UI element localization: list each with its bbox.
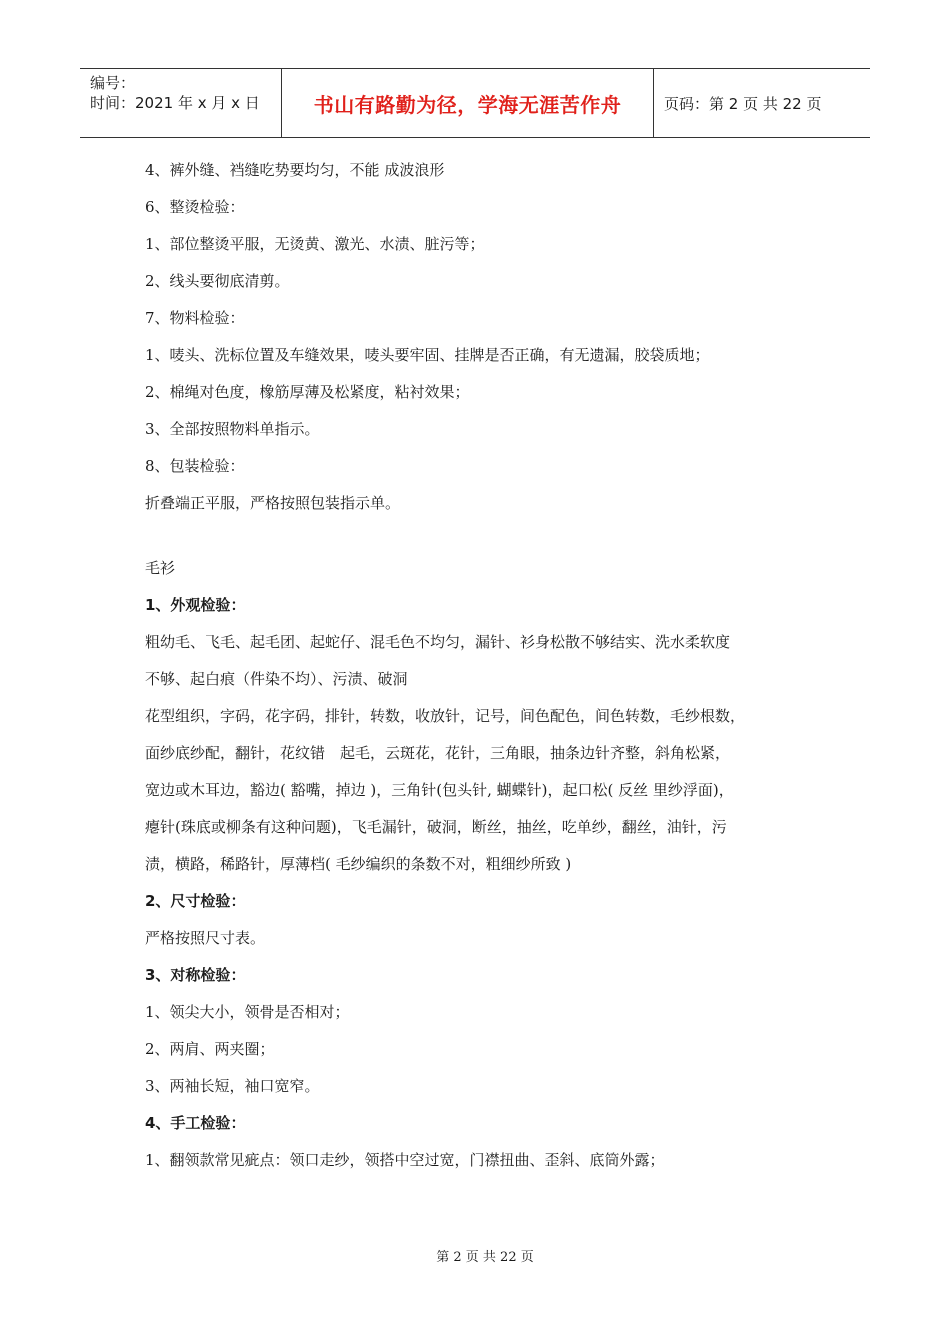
text-line: 7、物料检验： — [145, 309, 245, 327]
text-line: 花型组织，字码，花字码，排针，转数，收放针，记号，间色配色，间色转数，毛纱根数， — [145, 707, 746, 725]
text-line: 3、全部按照物料单指示。 — [145, 420, 320, 438]
text-line: 2、两肩、两夹圈； — [145, 1040, 275, 1058]
header-meta — [80, 69, 282, 137]
text-line: 宽边或木耳边，豁边( 豁嘴，掉边 )，三角针(包头针, 蝴蝶针)，起口松( 反丝 里纱浮面)， — [145, 781, 734, 799]
header-motto-cell — [282, 69, 654, 137]
text-line: 面纱底纱配，翻针，花纹错 起毛，云斑花，花针，三角眼，抽条边针齐整，斜角松紧， — [145, 744, 731, 762]
text-line: 1、唛头、洗标位置及车缝效果，唛头要牢固、挂牌是否正确，有无遗漏，胶袋质地； — [145, 346, 710, 364]
document-date: 时间：2021 年 x 月 x 日 — [90, 94, 260, 112]
text-line: 4、裤外缝、裆缝吃势要均匀，不能 成波浪形 — [145, 161, 445, 179]
text-line: 2、棉绳对色度，橡筋厚薄及松紧度，粘衬效果； — [145, 383, 470, 401]
page-header — [80, 68, 870, 138]
text-line: 1、外观检验： — [145, 596, 246, 614]
document-number: 编号： — [90, 74, 136, 92]
text-line: 2、尺寸检验： — [145, 892, 246, 910]
text-line: 折叠端正平服，严格按照包装指示单。 — [145, 494, 401, 512]
paragraph-spacer — [145, 522, 825, 550]
header-motto: 书山有路勤为径，学海无涯苦作舟 — [313, 92, 622, 117]
text-line: 渍，横路，稀路针，厚薄档( 毛纱编织的条数不对，粗细纱所致 ) — [145, 855, 572, 873]
text-line: 严格按照尺寸表。 — [145, 929, 266, 947]
text-line: 4、手工检验： — [145, 1114, 246, 1132]
text-line: 3、对称检验： — [145, 966, 246, 984]
text-line: 瘪针(珠底或柳条有这种问题)，飞毛漏针，破洞，断丝，抽丝，吃单纱，翻丝，油针，污 — [145, 818, 727, 836]
text-line: 毛衫 — [145, 559, 176, 577]
text-line: 1、领尖大小，领骨是否相对； — [145, 1003, 350, 1021]
page-footer: 第 2 页 共 22 页 — [436, 1250, 534, 1265]
text-line: 1、翻领款常见疵点：领口走纱，领搭中空过宽，门襟扭曲、歪斜、底筒外露； — [145, 1151, 665, 1169]
text-line: 粗幼毛、飞毛、起毛团、起蛇仔、混毛色不均匀，漏针、衫身松散不够结实、洗水柔软度 — [145, 633, 731, 651]
text-line: 2、线头要彻底清剪。 — [145, 272, 290, 290]
text-line: 1、部位整烫平服，无烫黄、激光、水渍、脏污等； — [145, 235, 485, 253]
text-line: 不够、起白痕（件染不均）、污渍、破洞 — [145, 670, 408, 688]
text-line: 8、包装检验： — [145, 457, 245, 475]
header-page-number: 页码：第 2 页 共 22 页 — [664, 94, 822, 113]
document-body — [145, 152, 825, 1179]
text-line: 6、整烫检验： — [145, 198, 245, 216]
text-line: 3、两袖长短，袖口宽窄。 — [145, 1077, 320, 1095]
header-page-cell — [654, 69, 870, 137]
